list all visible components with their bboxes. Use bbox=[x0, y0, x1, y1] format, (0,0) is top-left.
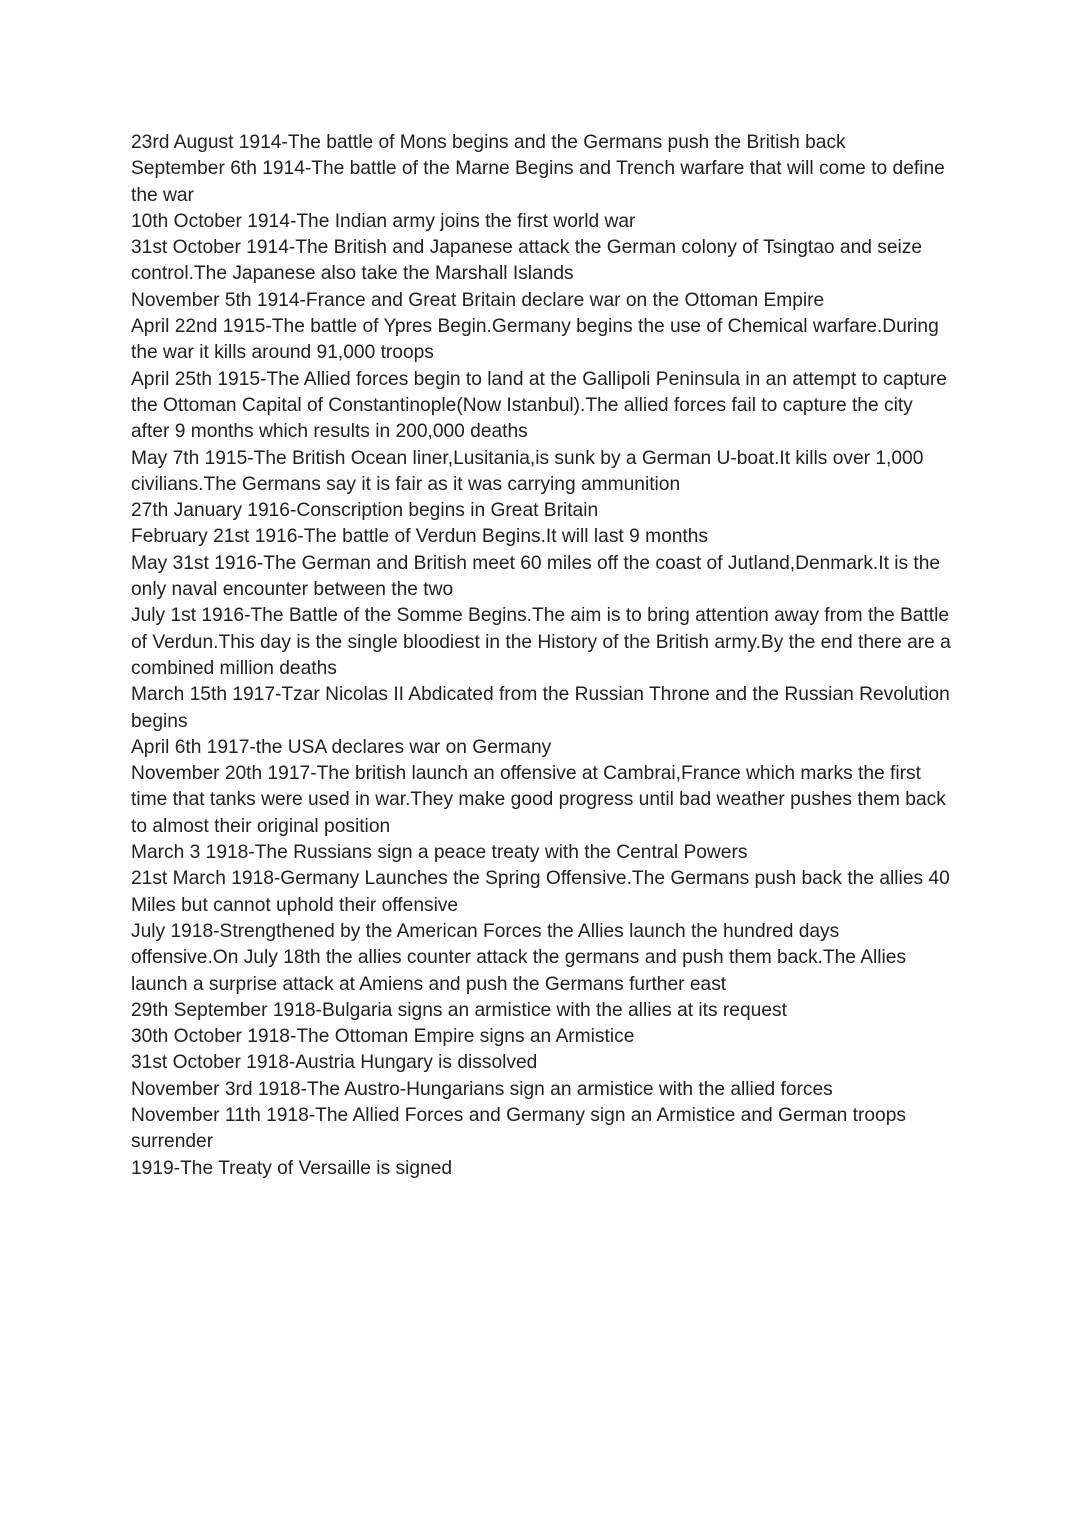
timeline-entry: November 5th 1914-France and Great Britain declare war on the Ottoman Empire bbox=[131, 289, 825, 311]
timeline-entry: 30th October 1918-The Ottoman Empire signs an Armistice bbox=[131, 1026, 635, 1048]
timeline-entry: March 15th 1917-Tzar Nicolas II Abdicated from the Russian Throne and the Russian Revolution begins bbox=[131, 684, 950, 732]
timeline-text bbox=[131, 130, 951, 1182]
timeline-entry: September 6th 1914-The battle of the Marne Begins and Trench warfare that will come to define the war bbox=[131, 158, 945, 206]
timeline-entry: 21st March 1918-Germany Launches the Spring Offensive.The Germans push back the allies 40 Miles but cannot uphold their offensive bbox=[131, 868, 950, 916]
timeline-entry: May 7th 1915-The British Ocean liner,Lusitania,is sunk by a German U-boat.It kills over 1,000 civilians.The Germans say it is fair as it was carrying ammunition bbox=[131, 447, 924, 495]
timeline-entry: July 1st 1916-The Battle of the Somme Begins.The aim is to bring attention away from the Battle of Verdun.This day is the single bloodiest in the History of the British army.By the end there are a combined million deaths bbox=[131, 605, 951, 679]
timeline-entry: 29th September 1918-Bulgaria signs an armistice with the allies at its request bbox=[131, 999, 787, 1021]
timeline-entry: 1919-The Treaty of Versaille is signed bbox=[131, 1157, 453, 1179]
timeline-entry: November 20th 1917-The british launch an offensive at Cambrai,France which marks the first time that tanks were used in war.They make good progress until bad weather pushes them back to almost their original position bbox=[131, 763, 946, 837]
timeline-entry: 10th October 1914-The Indian army joins the first world war bbox=[131, 210, 636, 232]
timeline-entry: July 1918-Strengthened by the American Forces the Allies launch the hundred days offensive.On July 18th the allies counter attack the germans and push them back.The Allies launch a surprise attack at Amiens and push the Germans further east bbox=[131, 920, 907, 995]
timeline-entry: 23rd August 1914-The battle of Mons begins and the Germans push the British back bbox=[131, 132, 846, 153]
timeline-entry: November 3rd 1918-The Austro-Hungarians sign an armistice with the allied forces bbox=[131, 1078, 833, 1100]
timeline-entry: March 3 1918-The Russians sign a peace treaty with the Central Powers bbox=[131, 842, 748, 864]
timeline-entry: February 21st 1916-The battle of Verdun Begins.It will last 9 months bbox=[131, 526, 709, 548]
timeline-entry: 31st October 1918-Austria Hungary is dissolved bbox=[131, 1052, 538, 1074]
timeline-entry: 31st October 1914-The British and Japanese attack the German colony of Tsingtao and seize control.The Japanese also take the Marshall Islands bbox=[131, 237, 923, 285]
timeline-entry: April 6th 1917-the USA declares war on Germany bbox=[131, 736, 552, 758]
timeline-entry: May 31st 1916-The German and British meet 60 miles off the coast of Jutland,Denmark.It is the only naval encounter between the two bbox=[131, 552, 941, 601]
timeline-entry: 27th January 1916-Conscription begins in Great Britain bbox=[131, 500, 599, 522]
timeline-entry: April 25th 1915-The Allied forces begin to land at the Gallipoli Peninsula in an attempt to capture the Ottoman Capital of Constantinople(Now Istanbul).The allied forces fail to capture the city after 9 months which results in 200,000 deaths bbox=[131, 368, 947, 443]
timeline-entry: April 22nd 1915-The battle of Ypres Begin.Germany begins the use of Chemical warfare.During the war it kills around 91,000 troops bbox=[131, 316, 939, 364]
timeline-entry: November 11th 1918-The Allied Forces and Germany sign an Armistice and German troops surrender bbox=[131, 1104, 906, 1153]
